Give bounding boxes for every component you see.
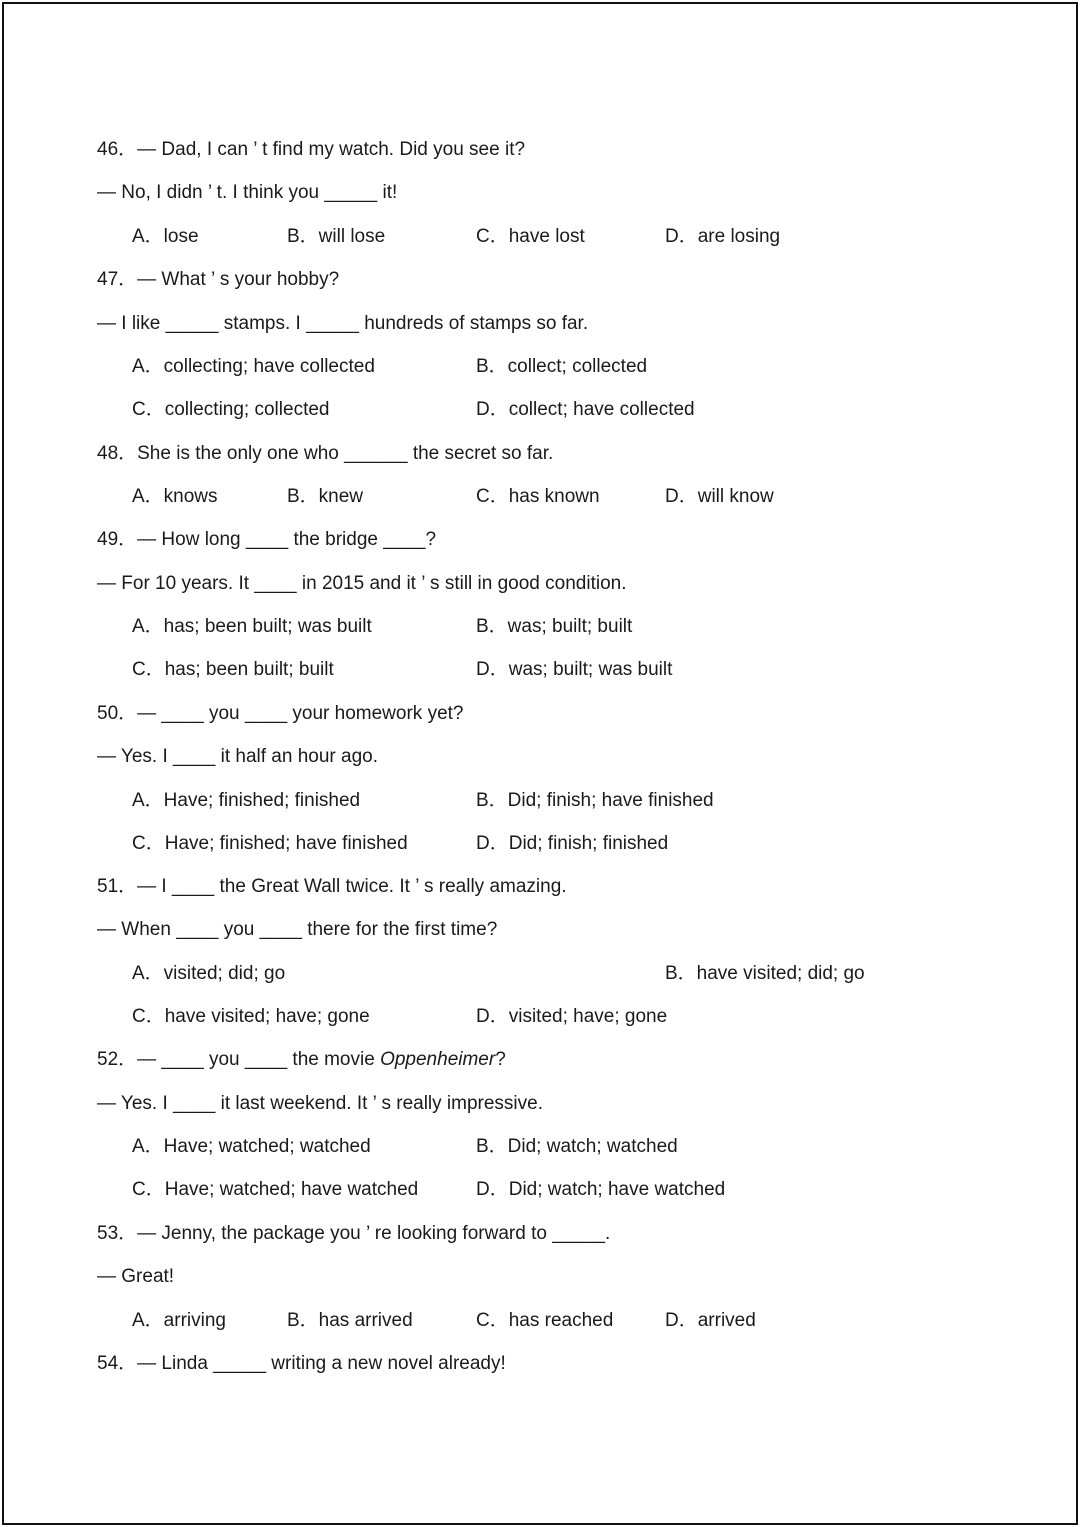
- question-46-option-c[interactable]: C．have lost: [476, 226, 585, 247]
- question-47-option-a[interactable]: A．collecting; have collected: [132, 356, 375, 377]
- question-46-option-a[interactable]: A．lose: [132, 226, 199, 247]
- question-47-option-c[interactable]: C．collecting; collected: [132, 399, 330, 420]
- question-48-option-c[interactable]: C．has known: [476, 486, 600, 507]
- question-52-stem-pre: 52．— ____ you ____ the movie: [97, 1049, 381, 1070]
- question-51-option-b[interactable]: B．have visited; did; go: [665, 963, 865, 984]
- question-48-stem: 48．She is the only one who ______ the secret so far.: [97, 443, 554, 464]
- question-49-option-a[interactable]: A．has; been built; was built: [132, 616, 372, 637]
- question-50-option-a[interactable]: A．Have; finished; finished: [132, 790, 361, 811]
- question-52-reply: — Yes. I ____ it last weekend. It ’ s really impressive.: [97, 1093, 543, 1114]
- question-47-option-b[interactable]: B．collect; collected: [476, 356, 648, 377]
- question-51-stem: 51．— I ____ the Great Wall twice. It ’ s really amazing.: [97, 876, 567, 897]
- question-48-option-d[interactable]: D．will know: [665, 486, 774, 507]
- question-51-reply: — When ____ you ____ there for the first time?: [97, 919, 498, 940]
- question-46-stem: 46．— Dad, I can ’ t find my watch. Did you see it?: [97, 139, 526, 160]
- question-48-option-b[interactable]: B．knew: [287, 486, 364, 507]
- question-47-option-d[interactable]: D．collect; have collected: [476, 399, 695, 420]
- question-49-option-b[interactable]: B．was; built; built: [476, 616, 633, 637]
- question-53-option-d[interactable]: D．arrived: [665, 1310, 756, 1331]
- question-51-option-d[interactable]: D．visited; have; gone: [476, 1006, 668, 1027]
- question-53-option-a[interactable]: A．arriving: [132, 1310, 226, 1331]
- question-49-stem: 49．— How long ____ the bridge ____?: [97, 529, 437, 550]
- question-49-option-d[interactable]: D．was; built; was built: [476, 659, 673, 680]
- question-47-reply: — I like _____ stamps. I _____ hundreds of stamps so far.: [97, 313, 589, 334]
- question-53-reply: — Great!: [97, 1266, 175, 1287]
- question-49-option-c[interactable]: C．has; been built; built: [132, 659, 334, 680]
- question-46-option-b[interactable]: B．will lose: [287, 226, 386, 247]
- question-50-option-d[interactable]: D．Did; finish; finished: [476, 833, 669, 854]
- question-48-option-a[interactable]: A．knows: [132, 486, 218, 507]
- question-50-reply: — Yes. I ____ it half an hour ago.: [97, 746, 378, 767]
- question-54-stem: 54．— Linda _____ writing a new novel already!: [97, 1353, 506, 1374]
- question-52-option-b[interactable]: B．Did; watch; watched: [476, 1136, 678, 1157]
- question-53-option-c[interactable]: C．has reached: [476, 1310, 614, 1331]
- question-53-option-b[interactable]: B．has arrived: [287, 1310, 413, 1331]
- question-50-option-b[interactable]: B．Did; finish; have finished: [476, 790, 714, 811]
- question-46-reply: — No, I didn ’ t. I think you _____ it!: [97, 182, 398, 203]
- question-50-stem: 50．— ____ you ____ your homework yet?: [97, 703, 464, 724]
- question-53-stem: 53．— Jenny, the package you ’ re looking forward to _____.: [97, 1223, 611, 1244]
- question-52-option-a[interactable]: A．Have; watched; watched: [132, 1136, 371, 1157]
- question-50-option-c[interactable]: C．Have; finished; have finished: [132, 833, 408, 854]
- question-52-stem: [97, 1048, 506, 1072]
- question-46-option-d[interactable]: D．are losing: [665, 226, 781, 247]
- question-52-option-c[interactable]: C．Have; watched; have watched: [132, 1179, 419, 1200]
- question-52-option-d[interactable]: D．Did; watch; have watched: [476, 1179, 726, 1200]
- question-49-reply: — For 10 years. It ____ in 2015 and it ’ s still in good condition.: [97, 573, 627, 594]
- question-52-stem-post: ?: [495, 1049, 506, 1070]
- movie-title: Oppenheimer: [380, 1049, 496, 1070]
- question-51-option-c[interactable]: C．have visited; have; gone: [132, 1006, 370, 1027]
- question-47-stem: 47．— What ’ s your hobby?: [97, 269, 340, 290]
- question-51-option-a[interactable]: A．visited; did; go: [132, 963, 286, 984]
